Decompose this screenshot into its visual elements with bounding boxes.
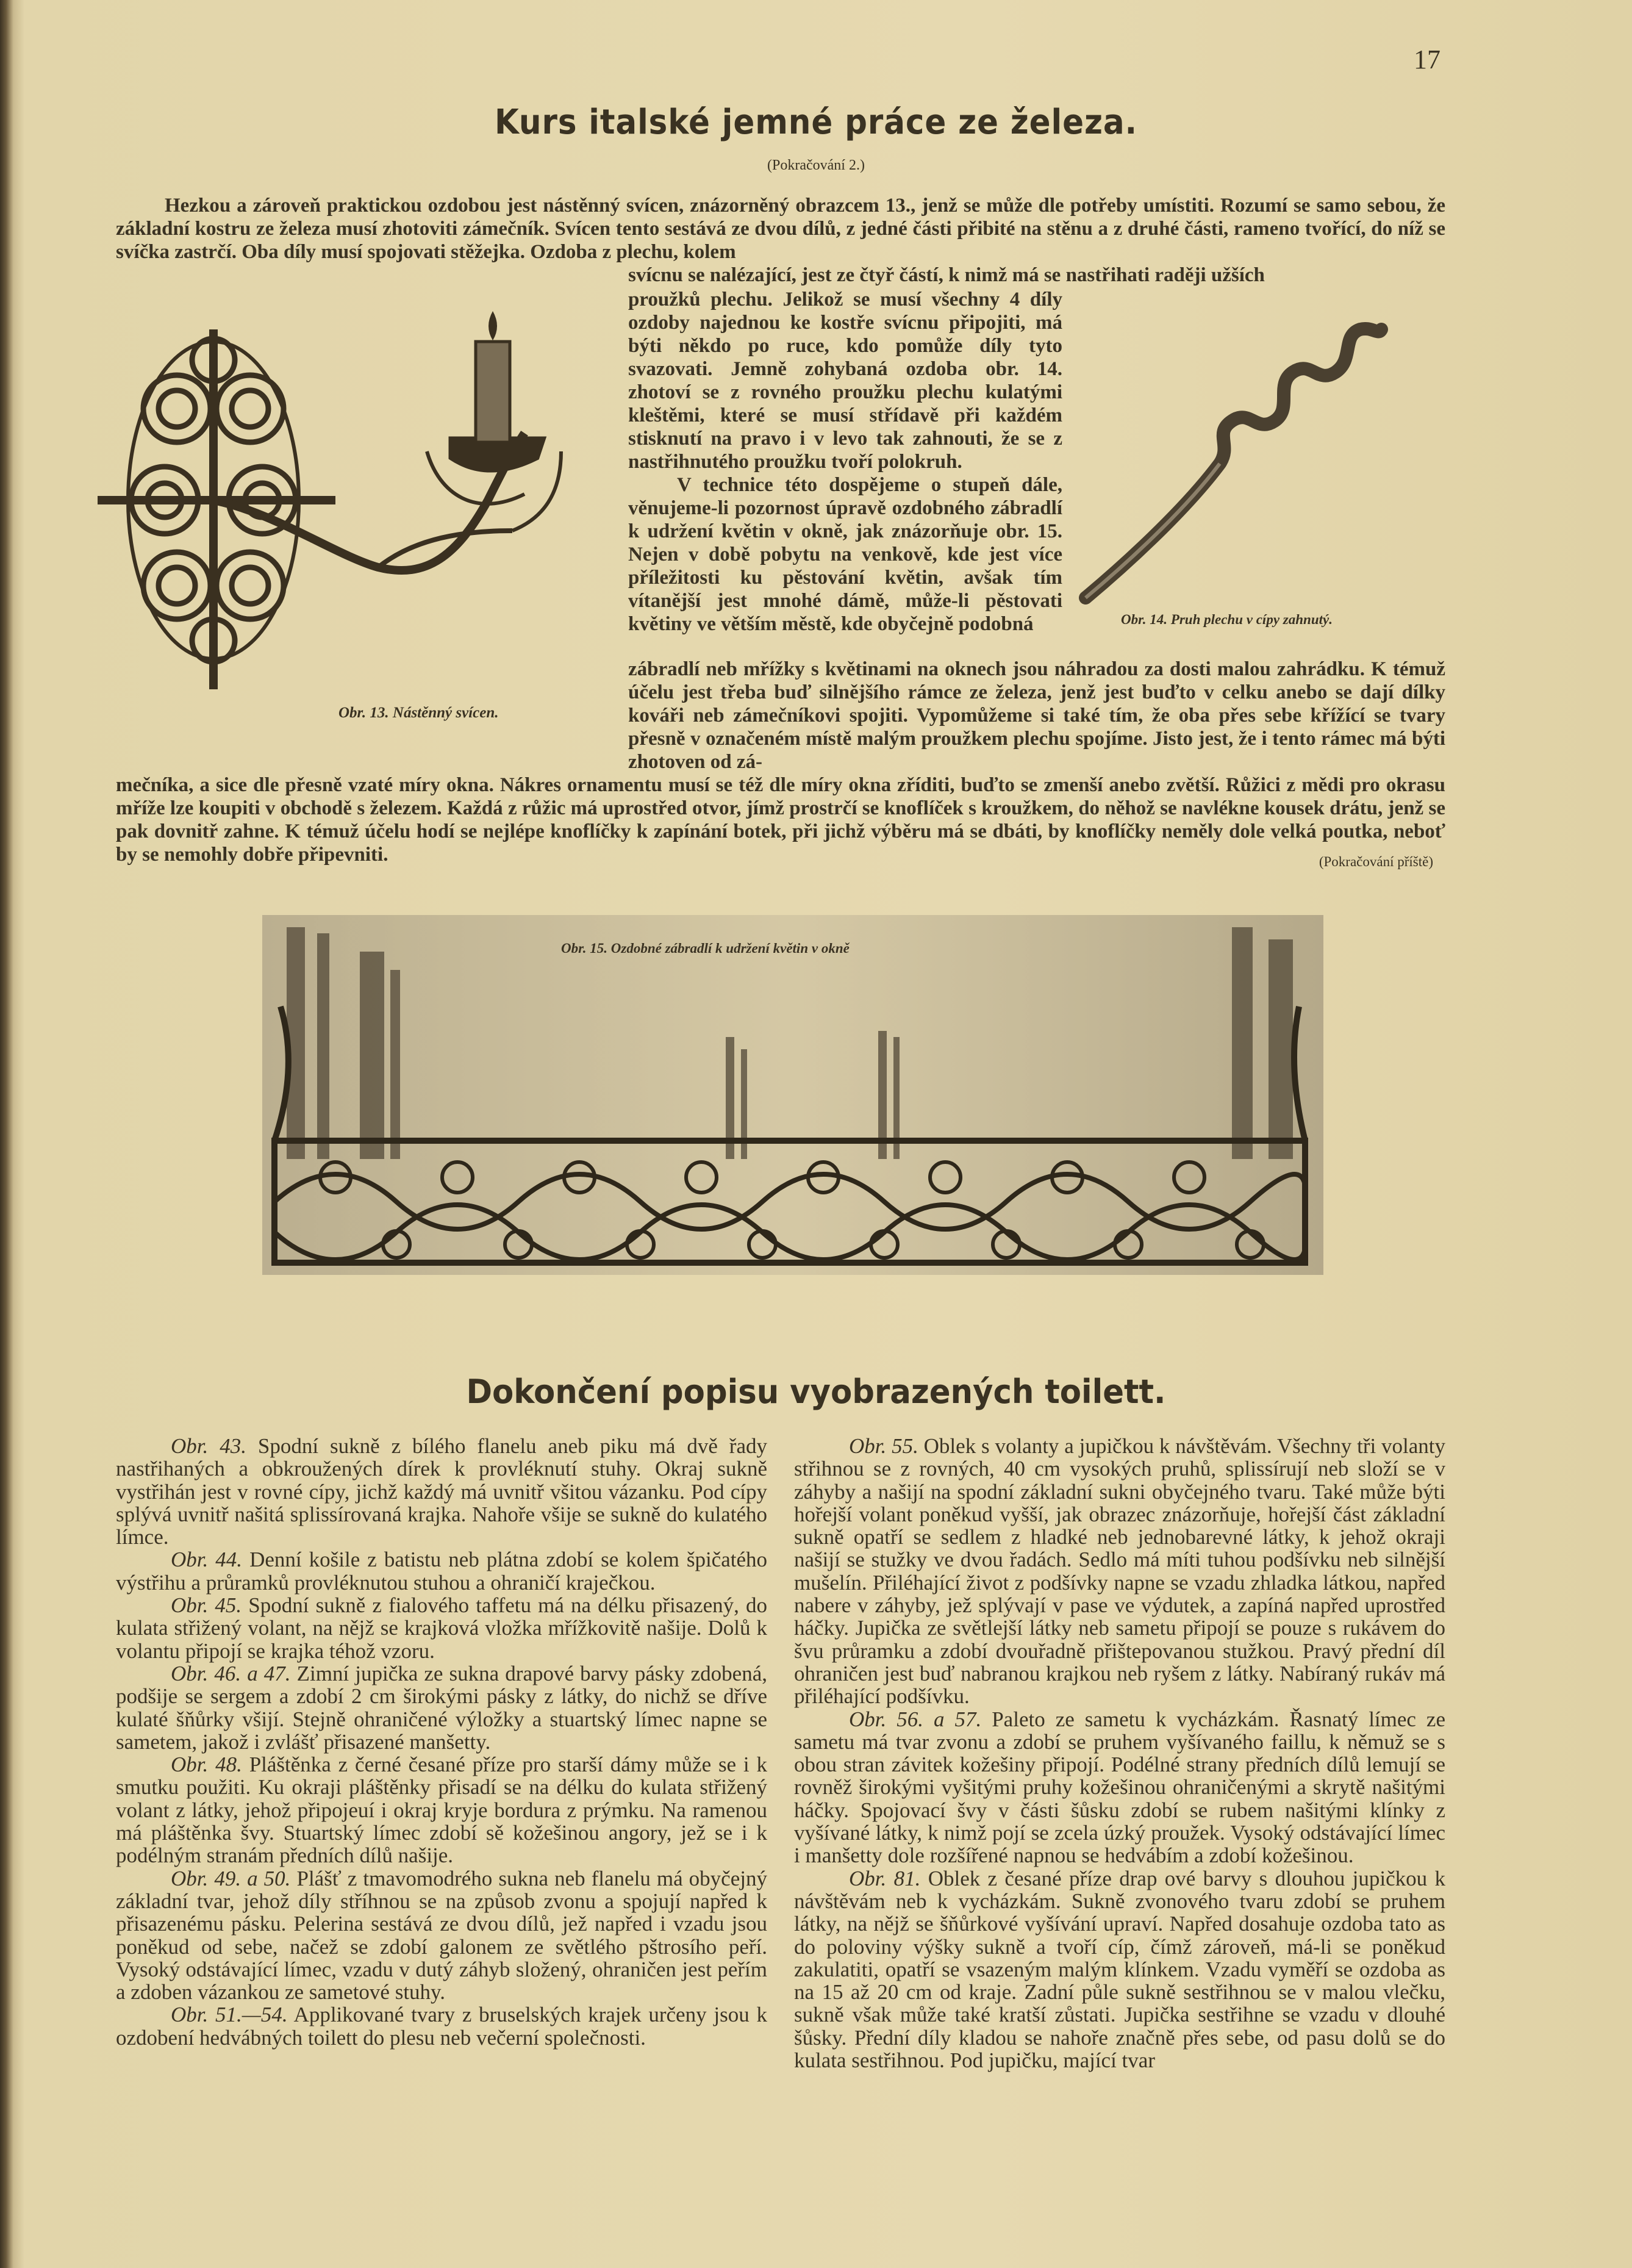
description-text: Spodní sukně z fialového taffetu má na délku přisazený, do kulata střižený volant, na nějž se krajková vložka mřížkovitě našije. Dolů k volantu připojí se krajka téhož vzoru. <box>116 1593 767 1663</box>
description-text: Zimní jupička ze sukna drapové barvy pásky zdobená, podšije se sergem a zdobí 2 cm širokými pásky z látky, do nichž se dříve kulaté šňůrky všijí. Stejně ohraničené výložky a stuartský límec napne se sametem, jakož i zvlášť přisazené manšetty. <box>116 1661 767 1754</box>
figure-ref: Obr. 51.—54. <box>171 2003 288 2027</box>
outfit-description <box>116 1662 767 1753</box>
left-column <box>116 1435 767 2049</box>
paragraph-text: zábradlí neb mřížky s květinami na oknech jsou náhradou za dosti malou zahrádku. K témuž účelu jest třeba buď silnějšího rámce ze železa, jenž jest buďto v celku anebo se dají dílky kováři neb zámečníkovi spojiti. Vypomůžeme si také tím, že oba přes sebe křížící se tvary přesně v označeném místě malým proužkem plechu spojíme. Jisto jest, že i tento rámec má býti zhotoven od zá- <box>628 658 1445 773</box>
figure-ref: Obr. 46. a 47. <box>171 1661 291 1685</box>
paragraph-text: mečníka, a sice dle přesně vzaté míry okna. Nákres ornamentu musí se též dle míry okna zříditi, buďto se zmenší anebo zvětší. Růžici z mědi pro okrasu mříže lze koupiti v obchodě s železem. Každá z růžic má uprostřed otvor, jímž prostrčí se knoflíček s kroužkem, do něhož se navlékne kousek drátu, jenž se pak dovnitř zahne. K témuž účelu hodí se nejlépe knoflíčky k zapínání botek, při jichž výběru má se dbáti, by knoflíčky neměly dole velká poutka, neboť by se nemohly dobře připevniti. <box>116 774 1445 866</box>
description-text: Plášť z tmavomodrého sukna neb flanelu má obyčejný základní tvar, jehož díly stříhnou se na způsob zvonu a spojují napřed k přisazenému pásku. Pelerina sestává ze dvou dílů, jež napřed i vzadu jsou poněkud od sebe, načež se zdobí galonem ze světlého pštrosího peří. Vysoký odstávající límec, vzadu v dutý záhyb složený, ohraničen jest peřím a zdoben vázankou ze sametové stuhy. <box>116 1866 767 2004</box>
description-text: Applikované tvary z bruselských krajek určeny jsou k ozdobení hedvábných toilett do plesu neb večerní společnosti. <box>116 2003 767 2050</box>
article-title: Kurs italské jemné práce ze železa. <box>494 102 1138 142</box>
paragraph-text: Hezkou a zároveň praktickou ozdobou jest nástěnný svícen, znázorněný obrazcem 13., jenž se může dle potřeby umístiti. Rozumí se samo sebou, že základní kostru ze železa musí zhotoviti zámečník. Svícen tento sestává ze dvou dílů, z jedné části přibité na stěnu a z druhé části, rameno tvořící, do níž se svíčka zastrčí. Oba díly musí spojovati stěžejka. Ozdoba z plechu, kolem <box>116 195 1445 263</box>
figure-15-caption: Obr. 15. Ozdobné zábradlí k udržení květin v okně <box>561 941 850 956</box>
figure-15-window-railing <box>262 915 1323 1275</box>
outfit-description <box>116 1435 767 1548</box>
candle <box>476 342 510 442</box>
outfit-description <box>794 1435 1445 1708</box>
flame-icon <box>489 311 497 340</box>
figure-ref: Obr. 81. <box>849 1866 921 1890</box>
outfit-description <box>794 1867 1445 2072</box>
figure-ref: Obr. 55. <box>849 1434 918 1458</box>
figure-14-wavy-strip <box>1073 311 1390 610</box>
article-paragraph-1-full <box>116 194 1445 264</box>
figure-ref: Obr. 45. <box>171 1593 242 1618</box>
continued-note: (Pokračování příště) <box>1319 854 1433 869</box>
figure-ref: Obr. 48. <box>171 1753 242 1777</box>
outfit-description <box>794 1708 1445 1867</box>
description-text: Paleto ze sametu k vycházkám. Řasnatý límec ze sametu má tvar zvonu a zdobí se pruhem vyšívaného faillu, k němuž se s obou stran závitek kožešiny připojí. Podélné strany předních dílů lemují se rovněž širokými vyšitými pruhy kožešinou ohraničenými a skrytě našitými háčky. Spojovací švy v části šůsku zdobí se rubem našitými klínky z vyšívané látky, k nimž pojí se zcela úzký proužek. Vysoký odstávající límec i manšetty dole rozšířené napnou se hedvábím a zdobí kožešinou. <box>794 1707 1445 1868</box>
article-narrow-column <box>628 288 1062 636</box>
figure-ref: Obr. 43. <box>171 1434 246 1458</box>
paragraph-text: V technice této dospějeme o stupeň dále, věnujeme-li pozornost úpravě ozdobného zábradlí k udržení květin v okně, jak znázorňuje obr. 15. Nejen v době pobytu na venkově, kde jest více příležitosti ku pěstování květin, avšak tím vítanější jest mnohé dámě, může-li pěstovati květiny ve větším městě, kde obyčejně podobná <box>628 474 1062 635</box>
figure-13-caption: Obr. 13. Nástěnný svícen. <box>338 705 499 721</box>
paragraph-text: proužků plechu. Jelikož se musí všechny 4 díly ozdoby najednou ke kostře svícnu připojiti, má býti někdo po ruce, kdo pomůže díly tyto svazovati. Jemně zohybaná ozdoba obr. 14. zhotoví se z rovného proužku plechu kulatými kleštěmi, které se musí střídavě při každém stisknutí na pravo i v levo tak zahnouti, že se z nastřihnutého proužku tvoří polokruh. <box>628 289 1062 473</box>
outfit-description <box>116 1867 767 2004</box>
outfit-description <box>116 1594 767 1662</box>
article-paragraph-1-wide <box>628 264 1445 287</box>
description-text: Oblek z česané příze drap ové barvy s dlouhou jupičkou k návštěvám neb k vycházkám. Sukně zvonového tvaru zdobí se pruhem látky, na nějž se šňůrkové vyšívání upraví. Napřed dosahuje ozdoba tato as do poloviny výšky sukně a tvoří cíp, čímž zároveň, má-li se poněkud zakulatiti, opatří se vsazeným malým klínkem. Vzadu vyměří se ozdoba as na 15 až 20 cm od kraje. Zadní půle sukně sestřihnou se v malou vlečku, sukně však může také kratší zůstati. Jupička sestřihne se vzadu v dlouhé šůsky. Přední díly kladou se nahoře značně přes sebe, od pasu dolů se do kulata sestřihnou. Pod jupičku, mající tvar <box>794 1866 1445 2073</box>
description-text: Spodní sukně z bílého flanelu aneb piku má dvě řady nastřihaných a obkroužených dírek k provléknutí stuhy. Okraj sukně vystřihán jest v rovné cípy, jichž každý má uvnitř všitou vázanku. Pod cípy splývá uvnitř našitá splissírovaná krajka. Nahoře všije se sukně do kulatého límce. <box>116 1434 767 1549</box>
outfit-description <box>116 1548 767 1594</box>
outfit-description <box>116 2003 767 2049</box>
figure-13-wall-sconce <box>61 299 622 695</box>
article-paragraph-2-full <box>116 773 1445 866</box>
figure-ref: Obr. 49. a 50. <box>171 1866 291 1890</box>
figure-ref: Obr. 56. a 57. <box>849 1707 982 1731</box>
right-column <box>794 1435 1445 2072</box>
article-paragraph-2-wide <box>628 658 1445 773</box>
figure-ref: Obr. 44. <box>171 1548 243 1572</box>
description-text: Pláštěnka z černé česané příze pro starší dámy může se i k smutku použiti. Ku okraji pláštěnky přisadí se na délku do kulata střižený volant z látky, jehož připojeuí i okraj kryje bordura z prýmku. Na ramenou má pláštěnka švy. Stuartský límec zdobí sě kožešinou angory, jež se i k podélným stranám předních dílů našije. <box>116 1753 767 1868</box>
outfit-description <box>116 1753 767 1867</box>
description-text: Oblek s volanty a jupičkou k návštěvám. Všechny tři volanty střihnou se z rovných, 40 cm vysokých pruhů, splissírují neb složí se v záhyby a našijí na spodní základní sukni obyčejného tvaru. Také může býti hořejší volant poněkud vyšší, jak obrazec znázorňuje, hořejší část základní sukně opatří se sedlem z hladké neb jednobarevné látky, k jehož okraji našijí se stužky ve dvou řadách. Sedlo má míti tuhou podšívku neb silnější mušelín. Přiléhající život z podšívky napne se vzadu zhladka látkou, napřed nabere v záhyby, jež splývají v pase ve výdutek, a zapíná napřed uprostřed háčky. Jupička ze světlejší látky neb sametu připojí se pouze s rukávem do švu průramku a zdobí dvouřadně přištepovanou stužkou. Pravý přední díl ohraničen jest buď nabranou krajkou neb ryšem z látky. Nabíraný rukáv má přiléhající podšívku. <box>794 1434 1445 1709</box>
page-number: 17 <box>1414 45 1441 74</box>
article-subtitle: (Pokračování 2.) <box>767 157 865 173</box>
section-title: Dokončení popisu vyobrazených toilett. <box>466 1373 1166 1411</box>
description-text: Denní košile z batistu neb plátna zdobí se kolem špičatého výstřihu a průramků provléknutou stuhou a ohraničí kraječkou. <box>116 1548 767 1595</box>
figure-14-caption: Obr. 14. Pruh plechu v cípy zahnutý. <box>1121 612 1333 627</box>
paragraph-text: svícnu se nalézající, jest ze čtyř částí, k nimž má se nastřihati raději užších <box>628 264 1265 286</box>
